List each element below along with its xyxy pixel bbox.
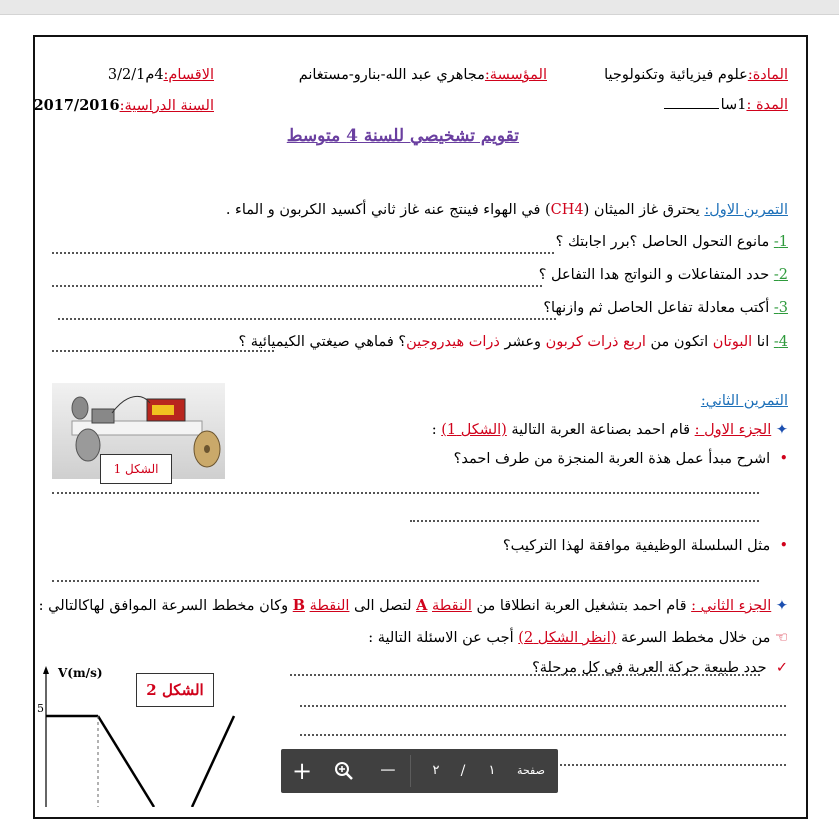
school-line [299, 67, 547, 83]
figure-2-caption: الشكل 2 [136, 673, 214, 707]
part2-text-c: وكان مخطط السرعة الموافق لهاكالتالي : [38, 598, 293, 614]
answer-line-principle-2[interactable] [410, 520, 759, 522]
question-2 [539, 267, 788, 283]
part1-end: : [431, 422, 442, 438]
answer-line-q3[interactable] [58, 318, 556, 320]
duration-line [664, 97, 788, 113]
question-3 [543, 300, 788, 316]
question-principle [454, 451, 788, 467]
part2-line [39, 597, 788, 614]
page-slash: / [460, 763, 466, 779]
exercise1-label: التمرين الاول: [704, 202, 788, 218]
school-label: المؤسسة: [484, 67, 547, 83]
q4-butane: البوتان [712, 334, 753, 350]
q3-number: 3- [773, 300, 788, 316]
subject-value: علوم فيزيائية وتكنولوجيا [604, 67, 748, 83]
q1-number: 1- [773, 234, 788, 250]
answer-line-nature-4[interactable] [560, 764, 786, 766]
diamond-bullet-icon: ✦ [775, 422, 788, 438]
year-value: 2017/2016 [33, 97, 120, 114]
chain-text: مثل السلسلة الوظيفية موافقة لهذا التركيب؟ [502, 538, 771, 554]
q4-text-a: انا [752, 334, 770, 350]
part1-line [432, 422, 788, 438]
page-label: صفحة [517, 764, 545, 777]
total-pages: ٢ [432, 763, 440, 778]
part1-text: قام احمد بصناعة العربة التالية [506, 422, 695, 438]
page-title: تقويم تشخيصي للسنة 4 متوسط [286, 126, 519, 146]
velocity-segment-2 [98, 716, 154, 807]
q4-text-b: اتكون من [645, 334, 713, 350]
q1-text: مانوع التحول الحاصل ؟برر اجابتك ؟ [555, 234, 770, 250]
bullet-icon: • [779, 451, 788, 467]
year-label: السنة الدراسية: [119, 98, 214, 114]
zoom-in-button[interactable]: + [291, 757, 313, 785]
exercise2-label: التمرين الثاني: [700, 393, 788, 409]
zoom-fit-button[interactable] [329, 749, 359, 793]
duration-label: المدة : [746, 97, 788, 113]
pdf-viewer-toolbar [281, 749, 558, 793]
checkmark-icon: ✓ [775, 660, 788, 676]
part2-text-a: قام احمد بتشغيل العربة انطلاقا من [471, 598, 692, 614]
viewer-top-bar [0, 0, 839, 15]
diamond-bullet-icon: ✦ [775, 598, 788, 614]
answer-line-principle-1[interactable] [52, 492, 759, 494]
duration-value: 1سا [720, 97, 747, 113]
magnifier-icon [334, 761, 354, 781]
exercise1-intro [226, 202, 788, 218]
part1-figure-ref: (الشكل 1) [441, 422, 507, 438]
point-a: A [416, 597, 428, 614]
bullet-icon: • [779, 538, 788, 554]
q4-text-d: ؟ فماهي صيغتي الكيميائية ؟ [238, 334, 407, 350]
q2-text: حدد المتفاعلات و النواتج هدا التفاعل ؟ [538, 267, 770, 283]
question-4 [238, 334, 788, 350]
y-axis-label: V(m/s) [58, 666, 103, 680]
classes-label: الاقسام: [163, 67, 214, 83]
part1-label: الجزء الاول : [694, 422, 772, 438]
pointing-hand-icon: ☜ [775, 630, 788, 646]
q3-text: أكتب معادلة تفاعل الحاصل ثم وازنها؟ [543, 300, 770, 316]
q2-number: 2- [773, 267, 788, 283]
intro-text-b: ) في الهواء فينتج عنه غاز ثاني أكسيد الكربون و الماء . [225, 202, 551, 218]
classes-value: 4م3/2/1 [107, 67, 164, 83]
part2-text-b: لتصل الى [349, 598, 417, 614]
answer-line-nature-2[interactable] [300, 705, 786, 707]
current-page[interactable]: ١ [488, 763, 496, 778]
classes-line [108, 67, 214, 83]
answer-line-chain[interactable] [52, 580, 759, 582]
year-line [34, 97, 214, 114]
answer-line-q4[interactable] [52, 350, 274, 352]
answer-line-q2[interactable] [52, 285, 542, 287]
velocity-segment-3 [192, 716, 234, 807]
question-chain [503, 538, 788, 554]
part2-figure-ref: (انظر الشكل 2) [518, 630, 617, 646]
q4-number: 4- [773, 334, 788, 350]
school-value: مجاهري عبد الله-بنارو-مستغانم [298, 67, 485, 83]
subject-line [604, 67, 788, 83]
point-a-word: النقطة [432, 598, 472, 614]
answer-line-nature-3[interactable] [300, 734, 786, 736]
answer-line-nature-1[interactable] [290, 674, 760, 676]
exercise2-heading [701, 393, 788, 409]
part2-intro [368, 630, 788, 646]
principle-text: اشرح مبدأ عمل هذة العربة المنجزة من طرف احمد؟ [453, 451, 771, 467]
point-b: B [292, 597, 305, 614]
part2-label: الجزء الثاني : [691, 598, 772, 614]
intro-text-a: يحترق غاز الميثان ( [583, 202, 700, 218]
point-b-word: النقطة [309, 598, 350, 614]
q4-carbon: اربع ذرات كربون [545, 334, 646, 350]
nature-text: حدد طبيعة حركة العربة في كل مرحلة؟ [532, 660, 767, 676]
question-1 [556, 234, 788, 250]
subject-label: المادة: [747, 67, 788, 83]
q4-hydrogen: ذرات هيدروجين [406, 334, 500, 350]
q4-text-c: وعشر [499, 334, 546, 350]
answer-line-q1[interactable] [52, 252, 554, 254]
y-tick-label: 5 [37, 702, 44, 715]
part2-intro-a: من خلال مخطط السرعة [616, 630, 771, 646]
toolbar-separator [410, 755, 411, 787]
figure-1-caption: الشكل 1 [100, 454, 172, 484]
methane-formula: CH4 [550, 202, 584, 218]
part2-intro-b: أجب عن الاسئلة التالية : [368, 630, 519, 646]
y-axis-arrow [43, 666, 49, 674]
zoom-out-button[interactable]: − [378, 758, 398, 783]
